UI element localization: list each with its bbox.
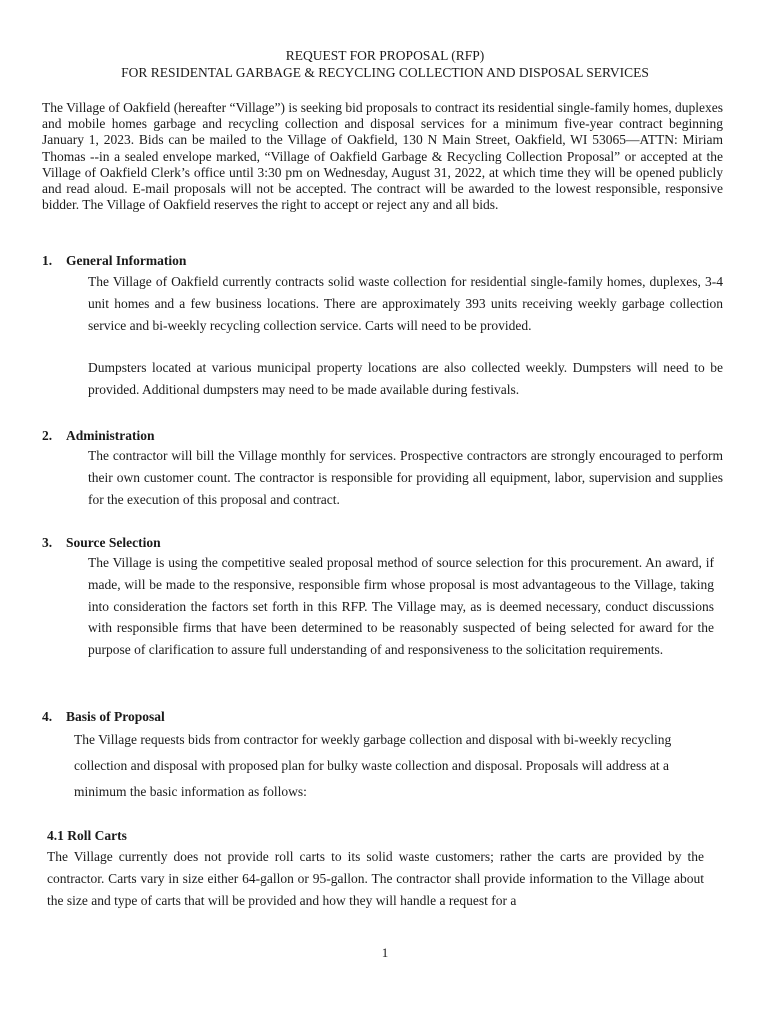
section-number: 2.: [42, 428, 53, 443]
section-title: Basis of Proposal: [66, 709, 165, 724]
section-heading-administration: [42, 427, 155, 444]
section-paragraph: The Village is using the competitive sealed proposal method of source selection for this procurement. An award, if made, will be made to the responsive, responsible firm whose proposal is most advantageous to the Village, taking into consideration the factors set forth in this RFP. The Village may, as is deemed necessary, conduct discussions with responsible firms that have been determined to be reasonably suspected of being selected for award for the purpose of clarification to assure full understanding of and responsiveness to the solicitation requirements.: [88, 555, 714, 658]
section-paragraph: The contractor will bill the Village monthly for services. Prospective contractors are strongly encouraged to perform their own customer count. The contractor is responsible for providing all equipment, labor, supervision and supplies for the execution of this proposal and contract.: [88, 448, 723, 507]
section-paragraph: Dumpsters located at various municipal property locations are also collected weekly. Dumpsters will need to be provided. Additional dumpsters may need to be made available during festivals.: [88, 360, 723, 397]
intro-paragraph: The Village of Oakfield (hereafter “Village”) is seeking bid proposals to contract its residential single-family homes, duplexes and mobile homes garbage and recycling collection and disposal services for a minimum five-year contract beginning January 1, 2023. Bids can be mailed to the Village of Oakfield, 130 N Main Street, Oakfield, WI 53065—ATTN: Miriam Thomas --in a sealed envelope marked, “Village of Oakfield Garbage & Recycling Collection Proposal” or accepted at the Village of Oakfield Clerk’s office until 3:30 pm on Wednesday, August 31, 2022, at which time they will be opened publicly and read aloud. E-mail proposals will not be accepted. The contract will be awarded to the lowest responsible, responsive bidder. The Village of Oakfield reserves the right to accept or reject any and all bids.: [42, 100, 723, 213]
section-paragraph: The Village requests bids from contractor for weekly garbage collection and disposal with bi-weekly recycling collection and disposal with proposed plan for bulky waste collection and disposal. Proposals will address at a minimum the basic information as follows:: [74, 732, 672, 799]
page-number: 1: [381, 945, 389, 960]
section-title: Source Selection: [66, 535, 161, 550]
section-number: 3.: [42, 535, 53, 550]
subsection-paragraph: The Village currently does not provide roll carts to its solid waste customers; rather the carts are provided by the contractor. Carts vary in size either 64-gallon or 95-gallon. The contractor shall provide information to the Village about the size and type of carts that will be provided and how they will handle a request for a: [47, 849, 704, 908]
section-number: 4.: [42, 709, 53, 724]
document-title: REQUEST FOR PROPOSAL (RFP): [285, 48, 485, 63]
section-heading-source-selection: [42, 534, 161, 551]
section-heading-general-information: [42, 252, 186, 269]
section-title: Administration: [66, 428, 155, 443]
section-title: General Information: [66, 253, 187, 268]
subsection-heading-roll-carts: 4.1 Roll Carts: [47, 828, 127, 843]
section-paragraph: The Village of Oakfield currently contracts solid waste collection for residential single-family homes, duplexes, 3-4 unit homes and a few business locations. There are approximately 393 units receiving weekly garbage collection service and bi-weekly recycling collection service. Carts will need to be provided.: [88, 274, 723, 333]
document-subtitle: FOR RESIDENTAL GARBAGE & RECYCLING COLLECTION AND DISPOSAL SERVICES: [121, 65, 649, 80]
section-heading-basis-of-proposal: [42, 708, 165, 725]
section-number: 1.: [42, 253, 53, 268]
